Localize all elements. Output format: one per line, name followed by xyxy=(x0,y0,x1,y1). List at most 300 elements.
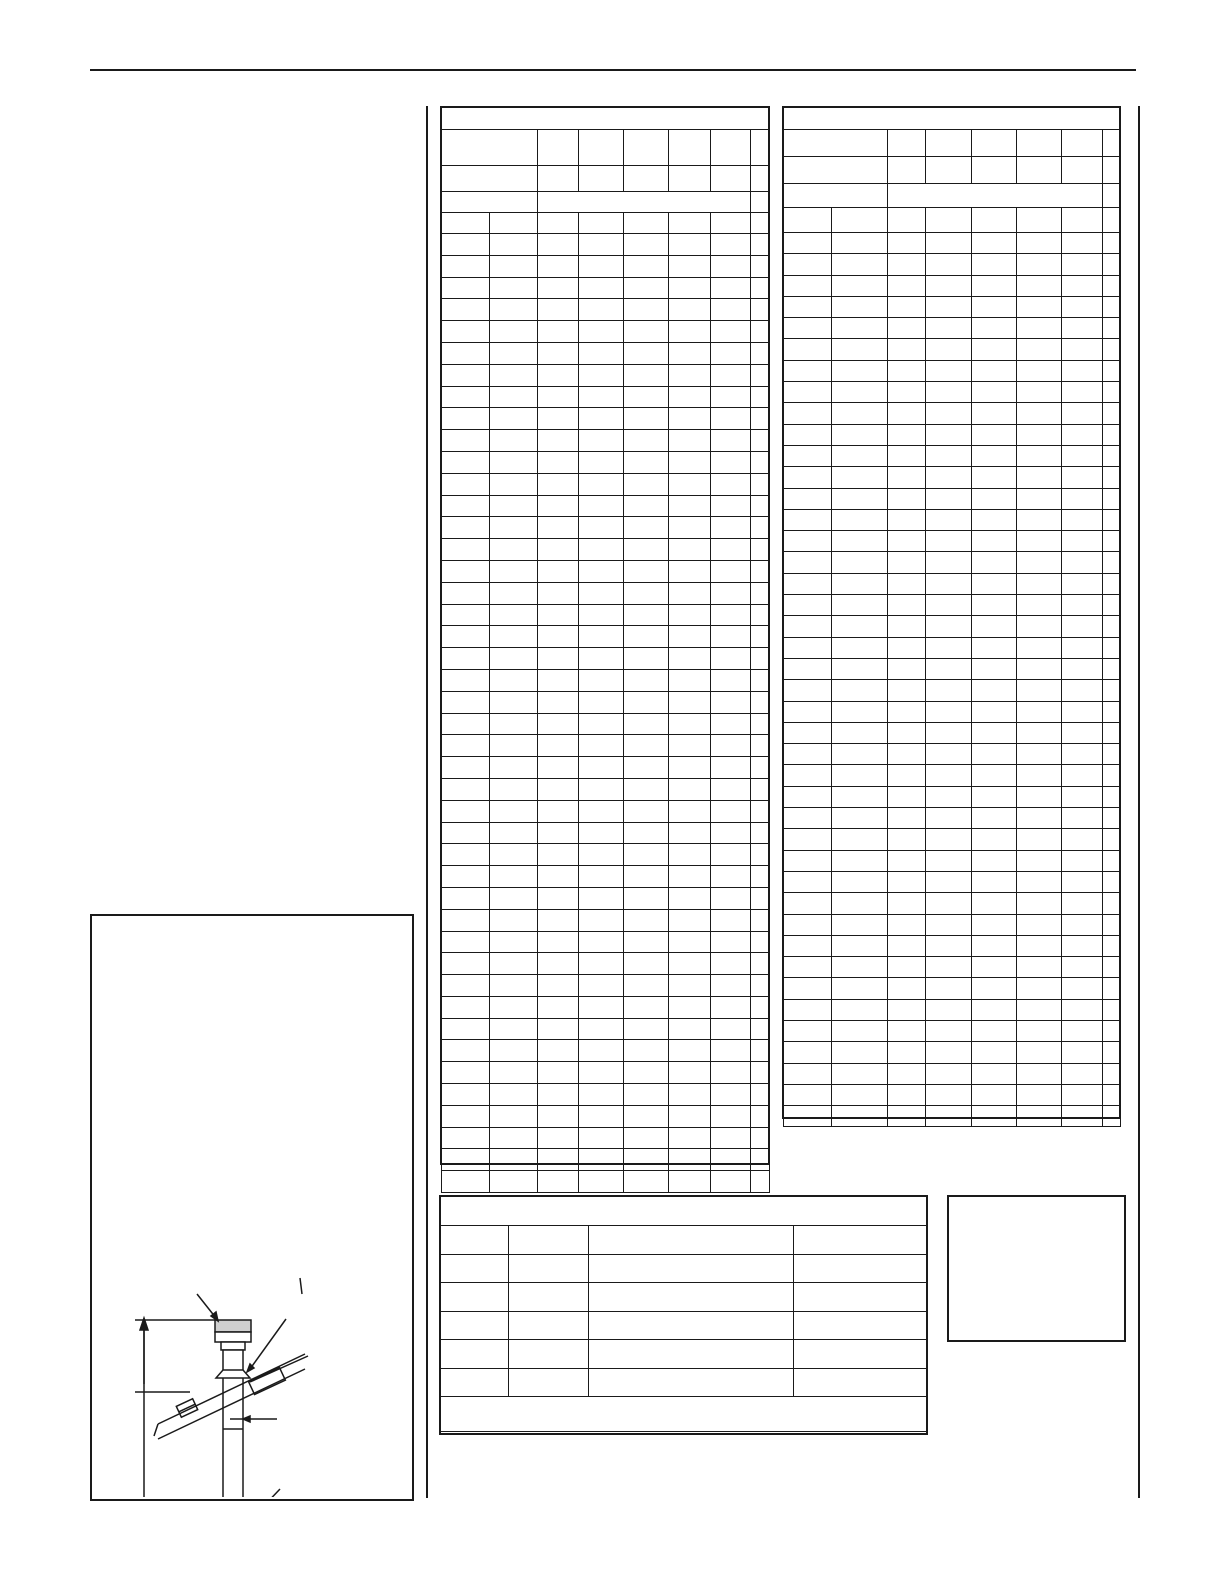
table-row xyxy=(784,318,1121,339)
table-cell xyxy=(1017,531,1062,552)
table-row xyxy=(784,722,1121,743)
table-row xyxy=(784,658,1121,679)
table-cell xyxy=(1103,722,1121,743)
table-cell xyxy=(1017,1106,1062,1127)
table-cell xyxy=(832,637,888,658)
table-cell xyxy=(490,582,538,604)
table-cell xyxy=(972,680,1017,701)
table-cell xyxy=(579,909,624,931)
table-cell xyxy=(490,277,538,299)
table-cell xyxy=(711,1084,751,1106)
table-cell xyxy=(1062,573,1103,594)
table-cell xyxy=(888,893,926,914)
table-cell xyxy=(1103,488,1121,509)
table-cell xyxy=(751,800,770,822)
table-row xyxy=(784,296,1121,317)
table-cell xyxy=(751,342,770,364)
table-cell xyxy=(751,1040,770,1062)
table-cell xyxy=(624,364,669,386)
table-cell xyxy=(832,1084,888,1105)
table-cell xyxy=(1017,978,1062,999)
table-cell xyxy=(888,744,926,765)
table-cell xyxy=(751,255,770,277)
table-cell xyxy=(711,386,751,408)
table-cell xyxy=(751,713,770,735)
table-cell xyxy=(442,887,490,909)
table-cell xyxy=(888,829,926,850)
table-cell xyxy=(794,1368,928,1397)
table-cell xyxy=(538,1084,579,1106)
table-cell xyxy=(1103,552,1121,573)
table-cell xyxy=(490,451,538,473)
table-cell xyxy=(490,669,538,691)
table-cell xyxy=(669,408,711,430)
table-cell xyxy=(711,604,751,626)
table-cell xyxy=(589,1368,794,1397)
table-cell xyxy=(669,495,711,517)
table-cell xyxy=(751,996,770,1018)
table-row xyxy=(784,808,1121,829)
table-row xyxy=(442,866,770,888)
table-cell xyxy=(669,669,711,691)
table-cell xyxy=(832,382,888,403)
table-cell xyxy=(711,953,751,975)
table-row xyxy=(784,701,1121,722)
table-cell xyxy=(832,722,888,743)
table-cell xyxy=(711,800,751,822)
table-cell xyxy=(926,424,972,445)
table-cell xyxy=(442,800,490,822)
table-cell xyxy=(1062,531,1103,552)
table-cell xyxy=(1062,680,1103,701)
table-cell xyxy=(784,722,832,743)
table-cell xyxy=(624,844,669,866)
table-cell xyxy=(669,473,711,495)
table-cell xyxy=(1062,1042,1103,1063)
table-cell xyxy=(972,157,1017,184)
table-row xyxy=(442,517,770,539)
table-cell xyxy=(751,887,770,909)
table-cell xyxy=(1062,1084,1103,1105)
table-cell xyxy=(1103,233,1121,254)
table-cell xyxy=(669,953,711,975)
table-cell xyxy=(538,866,579,888)
table-cell xyxy=(538,822,579,844)
table-cell xyxy=(579,800,624,822)
table-cell xyxy=(538,996,579,1018)
table-cell xyxy=(888,957,926,978)
table-header-row xyxy=(442,130,770,166)
table-row xyxy=(442,800,770,822)
table-cell xyxy=(624,473,669,495)
table-cell xyxy=(624,648,669,670)
table-cell xyxy=(442,192,538,213)
table-cell xyxy=(490,844,538,866)
table-cell xyxy=(538,953,579,975)
table-cell xyxy=(926,157,972,184)
table-cell xyxy=(490,364,538,386)
table-cell xyxy=(972,808,1017,829)
table-cell xyxy=(669,386,711,408)
table-cell xyxy=(538,626,579,648)
table-cell xyxy=(669,1040,711,1062)
table-cell xyxy=(624,887,669,909)
table-cell xyxy=(888,1106,926,1127)
table-cell xyxy=(1103,509,1121,530)
table-cell xyxy=(1103,1020,1121,1041)
table-cell xyxy=(1017,786,1062,807)
table-cell xyxy=(972,978,1017,999)
table-cell xyxy=(589,1226,794,1255)
table-cell xyxy=(972,296,1017,317)
table-cell xyxy=(579,953,624,975)
table-cell xyxy=(669,539,711,561)
table-cell xyxy=(1062,722,1103,743)
table-cell xyxy=(751,866,770,888)
table-cell xyxy=(832,467,888,488)
table-cell xyxy=(1017,573,1062,594)
table-cell xyxy=(1103,893,1121,914)
table-cell xyxy=(972,275,1017,296)
table-cell xyxy=(832,445,888,466)
table-cell xyxy=(832,595,888,616)
table-cell xyxy=(711,539,751,561)
table-cell xyxy=(711,691,751,713)
table-cell xyxy=(784,808,832,829)
table-cell xyxy=(1103,999,1121,1020)
table-cell xyxy=(751,757,770,779)
table-cell xyxy=(972,339,1017,360)
table-cell xyxy=(926,382,972,403)
table-cell xyxy=(490,430,538,452)
table-cell xyxy=(669,887,711,909)
table-cell xyxy=(579,342,624,364)
table-row xyxy=(442,975,770,997)
table-cell xyxy=(926,765,972,786)
table-cell xyxy=(579,473,624,495)
table-cell xyxy=(669,757,711,779)
table-cell xyxy=(509,1254,589,1283)
table-row xyxy=(784,765,1121,786)
table-cell xyxy=(751,473,770,495)
table-cell xyxy=(624,822,669,844)
table-cell xyxy=(669,909,711,931)
table-cell xyxy=(784,254,832,275)
table-cell xyxy=(1017,445,1062,466)
table-cell xyxy=(832,318,888,339)
table-row xyxy=(784,531,1121,552)
table-row xyxy=(442,844,770,866)
table-row xyxy=(784,360,1121,381)
table-cell xyxy=(490,735,538,757)
table-cell xyxy=(1062,595,1103,616)
table-cell xyxy=(926,339,972,360)
table-cell xyxy=(711,931,751,953)
table-cell xyxy=(784,957,832,978)
header-rule xyxy=(90,69,1136,71)
table-cell xyxy=(1017,765,1062,786)
table-cell xyxy=(1017,1020,1062,1041)
table-cell xyxy=(972,233,1017,254)
table-row xyxy=(442,604,770,626)
table-cell xyxy=(1017,829,1062,850)
table-row xyxy=(442,1149,770,1171)
table-row xyxy=(784,829,1121,850)
table-cell xyxy=(784,531,832,552)
table-cell xyxy=(579,648,624,670)
table-cell xyxy=(832,850,888,871)
table-cell xyxy=(490,931,538,953)
table-cell xyxy=(442,996,490,1018)
table-cell xyxy=(442,1018,490,1040)
table-cell xyxy=(832,1020,888,1041)
table-cell xyxy=(926,488,972,509)
table-cell xyxy=(784,914,832,935)
table-cell xyxy=(784,1106,832,1127)
table-cell xyxy=(490,604,538,626)
table-row xyxy=(442,1040,770,1062)
table-cell xyxy=(1017,935,1062,956)
table-cell xyxy=(832,616,888,637)
table-cell xyxy=(442,166,538,192)
table-cell xyxy=(926,722,972,743)
table-cell xyxy=(784,1042,832,1063)
table-cell xyxy=(1017,871,1062,892)
table-cell xyxy=(1103,531,1121,552)
table-cell xyxy=(490,800,538,822)
table-cell xyxy=(832,573,888,594)
table-title-row xyxy=(442,108,770,130)
table-cell xyxy=(832,403,888,424)
table-cell xyxy=(442,213,490,234)
table-cell xyxy=(751,386,770,408)
table-cell xyxy=(1062,935,1103,956)
table-row xyxy=(441,1226,928,1255)
table-cell xyxy=(926,573,972,594)
table-row xyxy=(442,364,770,386)
table-cell xyxy=(538,1018,579,1040)
table-cell xyxy=(784,595,832,616)
table-cell xyxy=(442,1171,490,1193)
table-cell xyxy=(442,778,490,800)
table-cell xyxy=(624,582,669,604)
table-header-row xyxy=(784,184,1121,208)
table-cell xyxy=(589,1254,794,1283)
table-cell xyxy=(751,517,770,539)
table-cell xyxy=(579,213,624,234)
table-cell xyxy=(442,1062,490,1084)
table-cell xyxy=(888,935,926,956)
table-row xyxy=(442,887,770,909)
table-cell xyxy=(1062,445,1103,466)
table-cell xyxy=(972,957,1017,978)
table-cell xyxy=(669,931,711,953)
table-cell xyxy=(442,953,490,975)
table-cell xyxy=(1062,1020,1103,1041)
table-cell xyxy=(1062,275,1103,296)
table-cell xyxy=(784,157,888,184)
table-cell xyxy=(538,539,579,561)
table-cell xyxy=(926,1106,972,1127)
table-row xyxy=(442,931,770,953)
table-cell xyxy=(832,339,888,360)
table-cell xyxy=(784,573,832,594)
table-cell xyxy=(888,808,926,829)
table-cell xyxy=(888,1042,926,1063)
table-cell xyxy=(538,166,579,192)
table-cell xyxy=(669,166,711,192)
table-cell xyxy=(442,1084,490,1106)
table-cell xyxy=(711,626,751,648)
table-cell xyxy=(926,467,972,488)
table-cell xyxy=(972,744,1017,765)
table-cell xyxy=(442,1149,490,1171)
table-row xyxy=(442,386,770,408)
table-cell xyxy=(972,552,1017,573)
table-cell xyxy=(751,430,770,452)
table-cell xyxy=(926,829,972,850)
table-row xyxy=(784,339,1121,360)
table-cell xyxy=(1062,978,1103,999)
table-cell xyxy=(579,451,624,473)
table-cell xyxy=(1062,701,1103,722)
table-cell xyxy=(784,1020,832,1041)
table-cell xyxy=(711,669,751,691)
table-cell xyxy=(1017,957,1062,978)
table-cell xyxy=(972,445,1017,466)
table-header-row xyxy=(442,213,770,234)
table-header-row xyxy=(442,192,770,213)
table-row xyxy=(442,1127,770,1149)
table-cell xyxy=(926,914,972,935)
table-cell xyxy=(538,669,579,691)
table-cell xyxy=(751,277,770,299)
table-cell xyxy=(784,1063,832,1084)
table-cell xyxy=(1062,808,1103,829)
table-cell xyxy=(1103,445,1121,466)
table-cell xyxy=(624,975,669,997)
table-cell xyxy=(669,130,711,166)
table-cell xyxy=(441,1283,509,1312)
table-cell xyxy=(442,321,490,343)
table-cell xyxy=(1103,978,1121,999)
table-cell xyxy=(1017,1063,1062,1084)
table-row xyxy=(442,582,770,604)
table-cell xyxy=(1062,130,1103,157)
table-cell xyxy=(1062,488,1103,509)
table-cell xyxy=(711,299,751,321)
table-cell xyxy=(926,509,972,530)
table-cell xyxy=(926,1020,972,1041)
table-cell xyxy=(972,318,1017,339)
table-row xyxy=(784,445,1121,466)
table-footer-row xyxy=(441,1397,928,1432)
table-cell xyxy=(926,616,972,637)
table-cell xyxy=(579,386,624,408)
table-cell xyxy=(926,680,972,701)
table-cell xyxy=(442,626,490,648)
table-cell xyxy=(751,408,770,430)
table-cell xyxy=(538,691,579,713)
table-row xyxy=(442,669,770,691)
table-cell xyxy=(490,495,538,517)
table-cell xyxy=(442,975,490,997)
table-cell xyxy=(538,1105,579,1127)
table-cell xyxy=(579,691,624,713)
table-cell xyxy=(926,893,972,914)
table-cell xyxy=(972,1063,1017,1084)
table-cell xyxy=(1017,808,1062,829)
table-row xyxy=(442,277,770,299)
table-cell xyxy=(711,1127,751,1149)
table-cell xyxy=(1062,957,1103,978)
table-cell xyxy=(490,299,538,321)
table-cell xyxy=(926,130,972,157)
table-cell xyxy=(1062,318,1103,339)
table-cell xyxy=(442,342,490,364)
table-cell xyxy=(1017,467,1062,488)
table-cell xyxy=(1062,637,1103,658)
table-cell xyxy=(1103,871,1121,892)
table-cell xyxy=(1017,595,1062,616)
table-cell xyxy=(579,560,624,582)
table-cell xyxy=(538,844,579,866)
table-cell xyxy=(442,277,490,299)
table-cell xyxy=(579,1040,624,1062)
table-row xyxy=(442,648,770,670)
table-cell xyxy=(442,669,490,691)
table-cell xyxy=(1103,616,1121,637)
table-cell xyxy=(1017,701,1062,722)
table-cell xyxy=(1062,467,1103,488)
table-row xyxy=(784,467,1121,488)
table-cell xyxy=(888,130,926,157)
table-cell xyxy=(926,296,972,317)
table-cell xyxy=(751,1105,770,1127)
table-cell xyxy=(1062,382,1103,403)
table-cell xyxy=(624,604,669,626)
table-cell xyxy=(888,914,926,935)
table-row xyxy=(442,451,770,473)
table-cell xyxy=(442,691,490,713)
table-cell xyxy=(926,701,972,722)
table-cell xyxy=(579,822,624,844)
table-cell xyxy=(490,1105,538,1127)
table-row xyxy=(784,403,1121,424)
table-cell xyxy=(538,582,579,604)
table-cell xyxy=(926,978,972,999)
table-cell xyxy=(784,233,832,254)
table-cell xyxy=(490,386,538,408)
table-cell xyxy=(490,234,538,256)
table-cell xyxy=(624,757,669,779)
table-cell xyxy=(1062,999,1103,1020)
table-cell xyxy=(1103,808,1121,829)
table-cell xyxy=(490,713,538,735)
table-cell xyxy=(926,595,972,616)
table-cell xyxy=(538,909,579,931)
table-cell xyxy=(784,339,832,360)
table-cell xyxy=(711,342,751,364)
table-cell xyxy=(1103,467,1121,488)
table-cell xyxy=(624,866,669,888)
table-cell xyxy=(442,582,490,604)
table-cell xyxy=(784,108,1121,130)
table-cell xyxy=(1062,744,1103,765)
table-cell xyxy=(784,184,888,208)
table-cell xyxy=(538,1149,579,1171)
table-cell xyxy=(888,360,926,381)
